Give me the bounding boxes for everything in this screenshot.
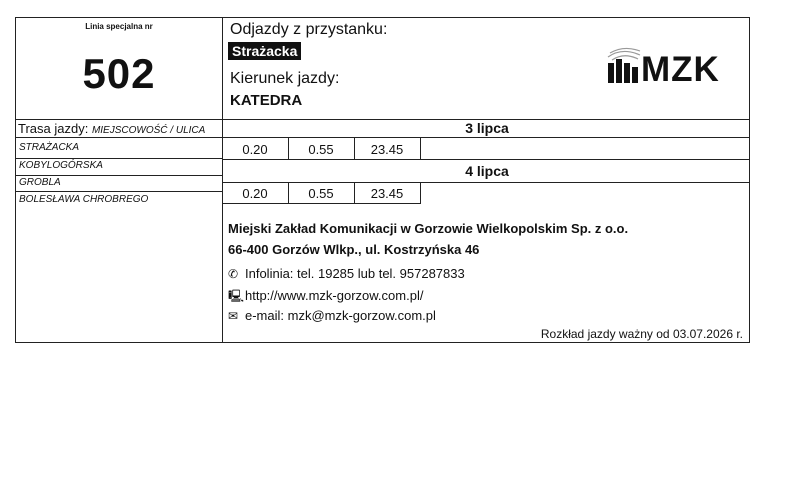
email-link[interactable]: e-mail: mzk@mzk-gorzow.com.pl [245,308,436,323]
departure-time: 23.45 [370,142,404,157]
route-header [18,121,205,136]
phone-text: Infolinia: tel. 19285 lub tel. 957287833 [245,266,465,281]
route-stop: KOBYLOGÓRSKA [19,160,103,171]
divider-route-3 [16,191,222,192]
divider-route-1 [16,158,222,159]
route-stop: BOLESŁAWA CHROBREGO [19,194,149,205]
route-header-label: Trasa jazdy: [18,121,89,136]
stop-label: Odjazdy z przystanku: [230,21,388,38]
timetable-sheet [15,17,750,343]
line-label: Linia specjalna nr [85,22,153,31]
mail-icon: ✉ [228,309,239,323]
route-stop: GROBLA [19,177,61,188]
company-name: Miejski Zakład Komunikacji w Gorzowie Wielkopolskim Sp. z o.o. [228,221,629,236]
route-header-sub: MIEJSCOWOŚĆ / ULICA [91,125,206,136]
route-stop: STRAŻACKA [19,142,80,153]
departure-time: 0.55 [308,186,334,201]
time-cell-sep [420,182,421,204]
departure-time: 0.55 [308,142,334,157]
phone-line [228,266,465,281]
divider-day2-bottom [222,182,750,183]
company-address: 66-400 Gorzów Wlkp., ul. Kostrzyńska 46 [228,242,480,257]
divider-route-2 [16,175,222,176]
day-label: 3 lipca [465,120,509,136]
departure-time: 23.45 [370,186,404,201]
email-line [228,308,436,323]
departure-time: 0.20 [242,142,268,157]
mzk-logo-mark [608,59,638,83]
departure-time: 0.20 [242,186,268,201]
time-cell-sep [420,137,421,159]
divider-day2-top [222,159,750,160]
divider-route-header [16,137,750,138]
direction-label: Kierunek jazdy: [230,70,340,87]
website-line [228,287,423,308]
divider-main-vertical [222,18,223,343]
validity-note: Rozkład jazdy ważny od 03.07.2026 r. [540,327,743,341]
phone-icon: ✆ [228,267,239,281]
day-label: 4 lipca [465,163,509,179]
direction-name: KATEDRA [230,92,303,109]
mzk-logo-text: MZK [641,50,720,89]
stop-name: Strażacka [228,42,301,60]
time-row-2-bottom [222,203,420,204]
website-link[interactable]: http://www.mzk-gorzow.com.pl/ [245,288,424,303]
line-number: 502 [82,50,156,97]
computer-icon: 🖳 [228,289,245,303]
